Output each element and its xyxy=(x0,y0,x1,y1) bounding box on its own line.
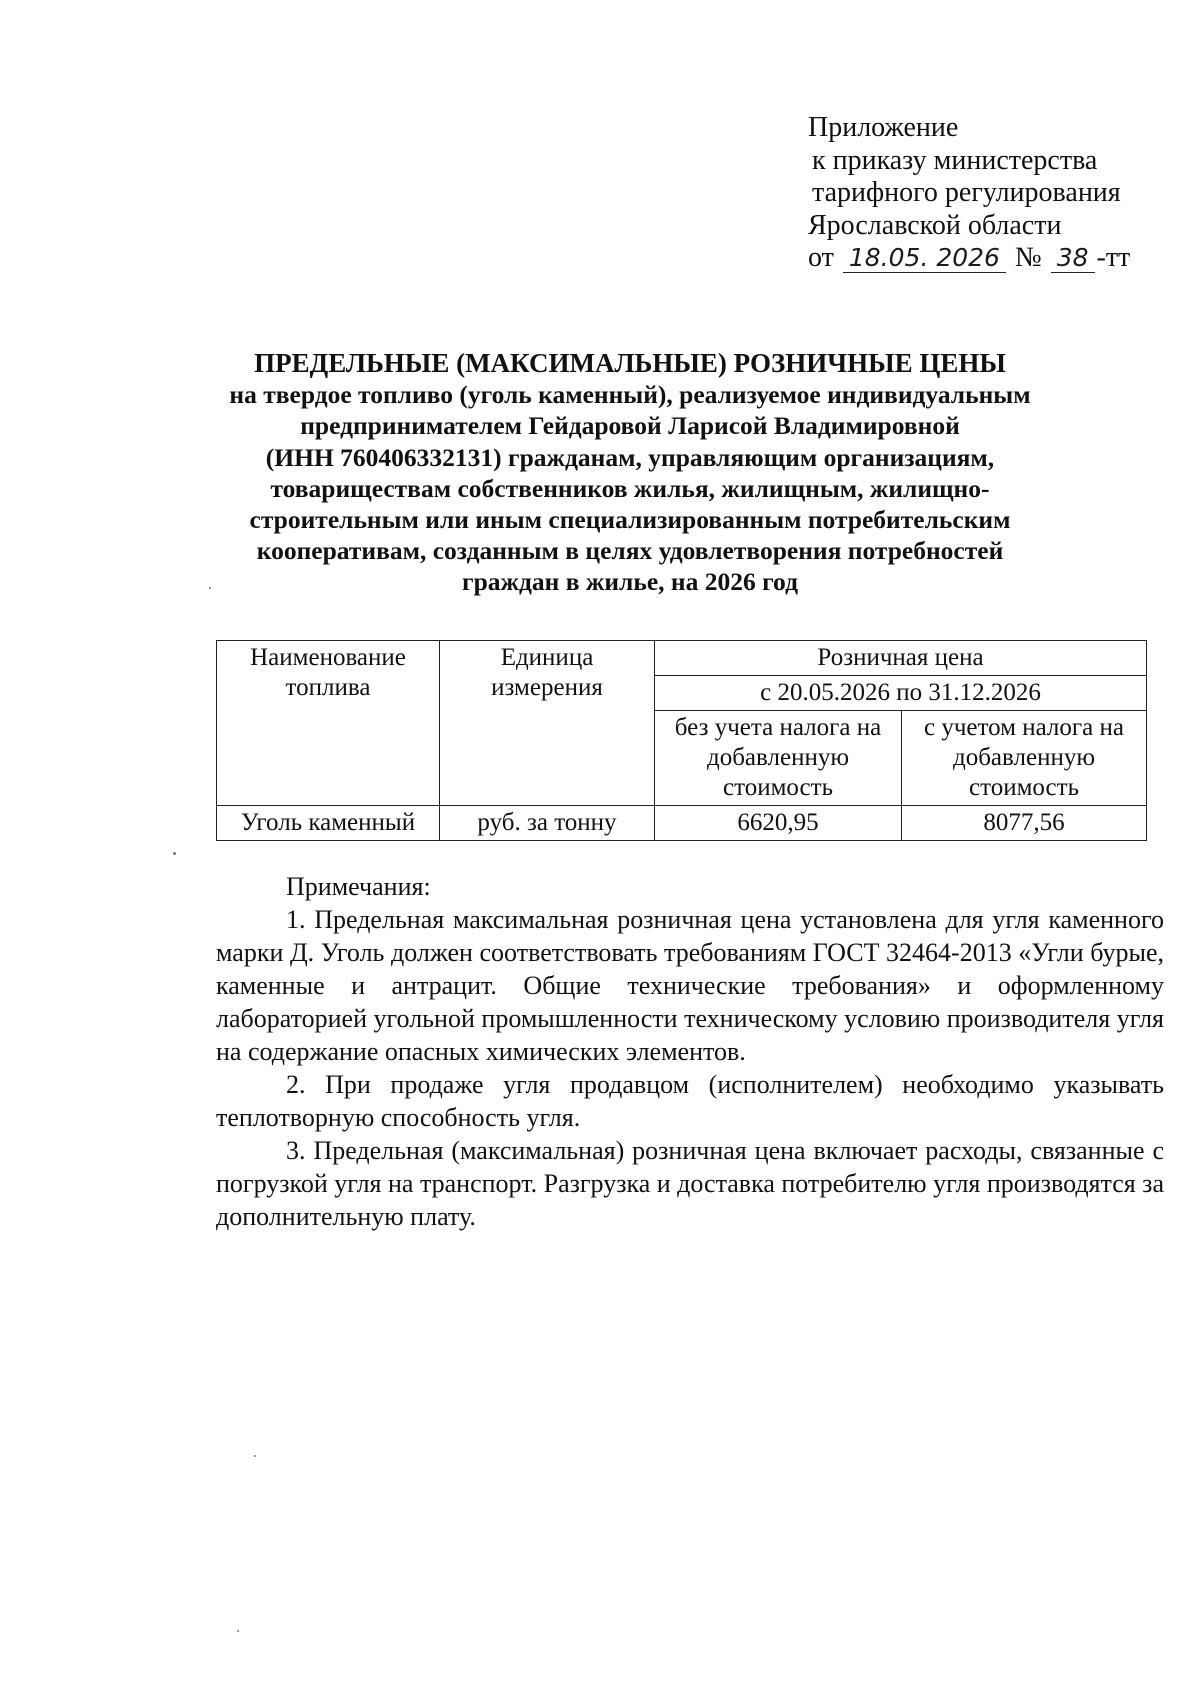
handwritten-date: 18.05. 2026 xyxy=(843,243,1006,273)
header-fuel-name: Наименование топлива xyxy=(217,641,440,806)
scan-speck xyxy=(237,1630,239,1632)
header-with-vat: с учетом налога на добавленную стоимость xyxy=(902,711,1147,806)
appendix-line-4: Ярославской области xyxy=(808,209,1062,241)
handwritten-number: 38 xyxy=(1051,243,1095,273)
header-period: с 20.05.2026 по 31.12.2026 xyxy=(655,676,1147,711)
table-row xyxy=(217,806,1147,841)
note-item-3: 3. Предельная (максимальная) розничная цена включает расходы, связанные с погрузкой угля на транспорт. Разгрузка и доставка потребителю угля производятся за дополнительную плату. xyxy=(216,1136,1164,1231)
cell-fuel-name: Уголь каменный xyxy=(217,806,440,841)
title-line-7: кооперативам, созданным в целях удовлетворения потребностей xyxy=(256,536,1004,566)
title-line-8: граждан в жилье, на 2026 год xyxy=(462,567,798,597)
header-unit: Единица измерения xyxy=(440,641,655,806)
title-main: ПРЕДЕЛЬНЫЕ (МАКСИМАЛЬНЫЕ) РОЗНИЧНЫЕ ЦЕНЫ xyxy=(254,348,1006,378)
number-prefix: № xyxy=(1014,242,1042,273)
appendix-block xyxy=(808,112,1130,275)
cell-price-with-vat: 8077,56 xyxy=(902,806,1147,841)
scan-speck xyxy=(173,852,176,855)
note-item-1: 1. Предельная максимальная розничная цена установлена для угля каменного марки Д. Уголь должен соответствовать требованиям ГОСТ 32464-2013 «Угли бурые, каменные и антрацит. Общие технические требования» и оформленному лабораторией угольной промышленности техническому условию производителя угля на содержание опасных химических элементов. xyxy=(216,905,1164,1066)
note-item-2: 2. При продаже угля продавцом (исполнителем) необходимо указывать теплотворную способность угля. xyxy=(216,1070,1164,1132)
date-prefix: от xyxy=(808,242,834,273)
appendix-line-2: к приказу министерства xyxy=(812,144,1098,176)
header-without-vat: без учета налога на добавленную стоимость xyxy=(655,711,902,806)
title-line-6: строительным или иным специализированным потребительским xyxy=(249,505,1011,535)
table-header-row-1 xyxy=(217,641,1147,676)
appendix-line-3: тарифного регулирования xyxy=(812,177,1121,208)
cell-price-without-vat: 6620,95 xyxy=(655,806,902,841)
scan-speck xyxy=(254,1455,256,1457)
price-table xyxy=(216,640,1147,841)
appendix-line-1: Приложение xyxy=(808,112,959,143)
document-title xyxy=(200,348,1060,598)
scan-speck xyxy=(209,587,211,589)
cell-unit: руб. за тонну xyxy=(440,806,655,841)
appendix-order-line xyxy=(808,242,1130,275)
title-line-5: товариществам собственников жилья, жилищным, жилищно- xyxy=(270,473,990,503)
title-line-2: на твердое топливо (уголь каменный), реализуемое индивидуальным xyxy=(229,380,1031,410)
notes-section xyxy=(216,870,1164,1233)
notes-heading: Примечания: xyxy=(286,872,431,901)
number-suffix: -тт xyxy=(1096,242,1131,273)
title-line-4: (ИНН 760406332131) гражданам, управляющим организациям, xyxy=(265,442,995,472)
header-retail-price: Розничная цена xyxy=(655,641,1147,676)
title-line-3: предпринимателем Гейдаровой Ларисой Владимировной xyxy=(300,411,960,441)
